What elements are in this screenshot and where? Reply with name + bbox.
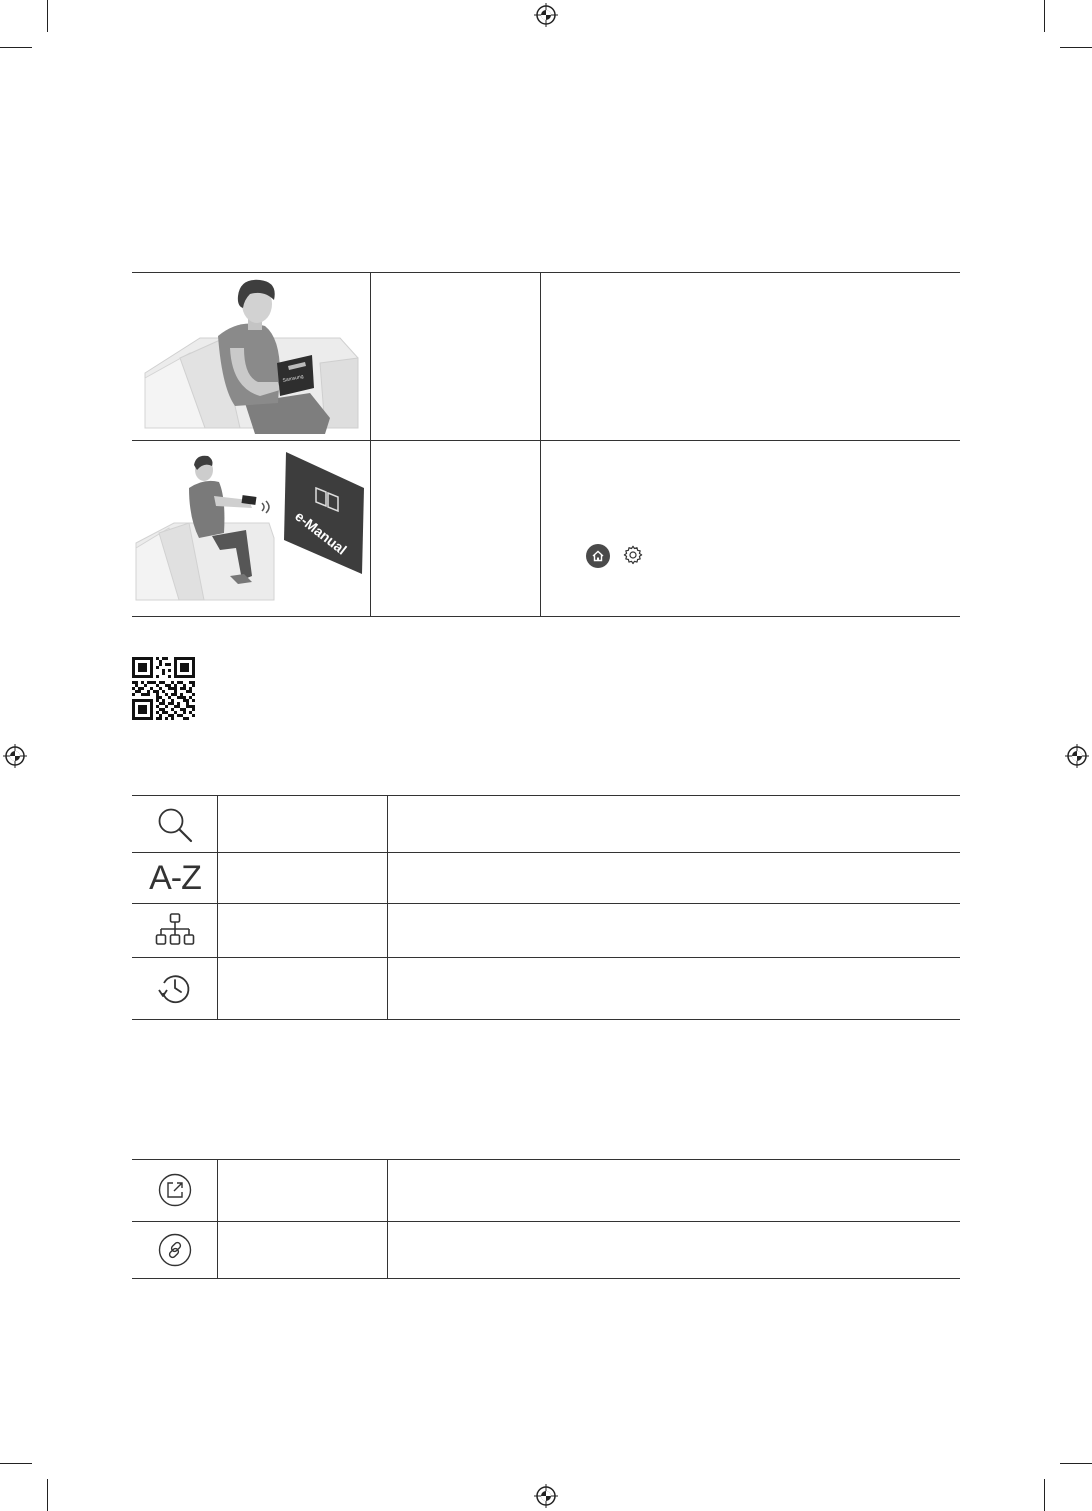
crop-mark: [47, 0, 48, 32]
table-border: [540, 272, 541, 616]
registration-mark-icon: [3, 744, 27, 768]
crop-mark: [1060, 1463, 1092, 1464]
table-border: [132, 852, 960, 853]
table-border: [387, 1159, 388, 1278]
table-border: [132, 795, 960, 796]
tv-screen-text: e-Manual: [292, 507, 350, 558]
link-icon: [158, 1233, 192, 1267]
table-border: [132, 1159, 960, 1160]
a-z-label: A-Z: [149, 858, 201, 897]
crop-mark: [0, 47, 32, 48]
registration-mark-icon: [534, 1484, 558, 1508]
table-border: [132, 616, 960, 617]
table-border: [132, 1221, 960, 1222]
sitemap-icon: [155, 913, 195, 947]
table-border: [217, 795, 218, 1019]
open-page-icon: [158, 1173, 192, 1207]
registration-mark-icon: [1065, 744, 1089, 768]
qr-code: [132, 657, 195, 720]
settings-icon: [622, 544, 644, 566]
table-border: [132, 957, 960, 958]
e-manual-illustration: [134, 448, 366, 610]
table-border: [132, 440, 960, 441]
recently-viewed-icon: [156, 969, 194, 1007]
registration-mark-icon: [534, 3, 558, 27]
table-border: [217, 1159, 218, 1278]
crop-mark: [1060, 47, 1092, 48]
reading-manual-illustration: [140, 278, 365, 434]
table-border: [132, 272, 960, 273]
table-border: [370, 272, 371, 616]
home-icon: [586, 544, 610, 568]
crop-mark: [47, 1479, 48, 1511]
table-border: [132, 903, 960, 904]
crop-mark: [1044, 0, 1045, 32]
book-cover-text: Samsung: [282, 373, 305, 384]
search-icon: [156, 806, 194, 844]
table-border: [132, 1019, 960, 1020]
crop-mark: [1044, 1479, 1045, 1511]
crop-mark: [0, 1463, 32, 1464]
a-z-index-icon: [133, 853, 217, 903]
table-border: [387, 795, 388, 1019]
table-border: [132, 1278, 960, 1279]
